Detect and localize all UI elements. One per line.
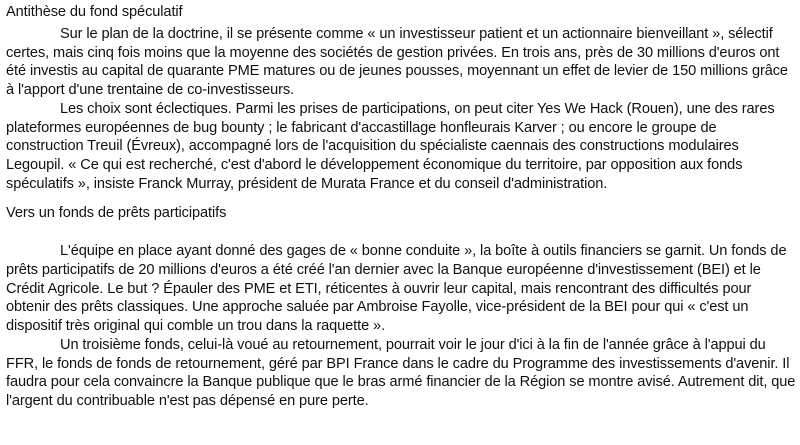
article-body	[6, 0, 796, 411]
section-heading-antithese: Antithèse du fond spéculatif	[6, 4, 183, 20]
paragraph-doctrine: Sur le plan de la doctrine, il se présente comme « un investisseur patient et un actionnaire bienveillant », sélectif certes, mais cinq fois moins que la moyenne des sociétés de gestion privées. En trois ans, près de 30 millions d'euros ont été investis au capital de quarante PME matures ou de jeunes pousses, moyennant un effet de levier de 150 millions grâce à l'apport d'une trentaine de co-investisseurs.	[6, 26, 788, 99]
paragraph-choix: Les choix sont éclectiques. Parmi les prises de participations, on peut citer Yes We Hack (Rouen), une des rares plateformes européennes de bug bounty ; le fabricant d'accastillage honfleurais Karver ; ou encore le groupe de construction Treuil (Évreux), accompagné lors de l'acquisition du spécialiste caennais des constructions modulaires Legoupil. « Ce qui est recherché, c'est d'abord le développement économique du territoire, par opposition aux fonds spéculatifs », insiste Franck Murray, président de Murata France et du conseil d'administration.	[6, 100, 775, 192]
paragraph-equipe: L'équipe en place ayant donné des gages de « bonne conduite », la boîte à outils financiers se garnit. Un fonds de prêts participatifs de 20 millions d'euros a été créé l'an dernier avec la Banque européenne d'investissement (BEI) et le Crédit Agricole. Le but ? Épauler des PME et ETI, réticentes à ouvrir leur capital, mais rencontrant des difficultés pour obtenir des prêts classiques. Une approche saluée par Ambroise Fayolle, vice-président de la BEI pour qui « c'est un dispositif très original qui comble un trou dans la raquette ».	[6, 243, 787, 335]
paragraph-troisieme-fonds: Un troisième fonds, celui-là voué au retournement, pourrait voir le jour d'ici à la fin de l'année grâce à l'appui du FFR, le fonds de fonds de retournement, géré par BPI France dans le cadre du Programme des investissements d'avenir. Il faudra pour cela convaincre la Banque publique que le bras armé financier de la Région se montre avisé. Autrement dit, que l'argent du contribuable n'est pas dépensé en pure perte.	[6, 336, 796, 409]
section-heading-prets-participatifs: Vers un fonds de prêts participatifs	[6, 205, 227, 222]
